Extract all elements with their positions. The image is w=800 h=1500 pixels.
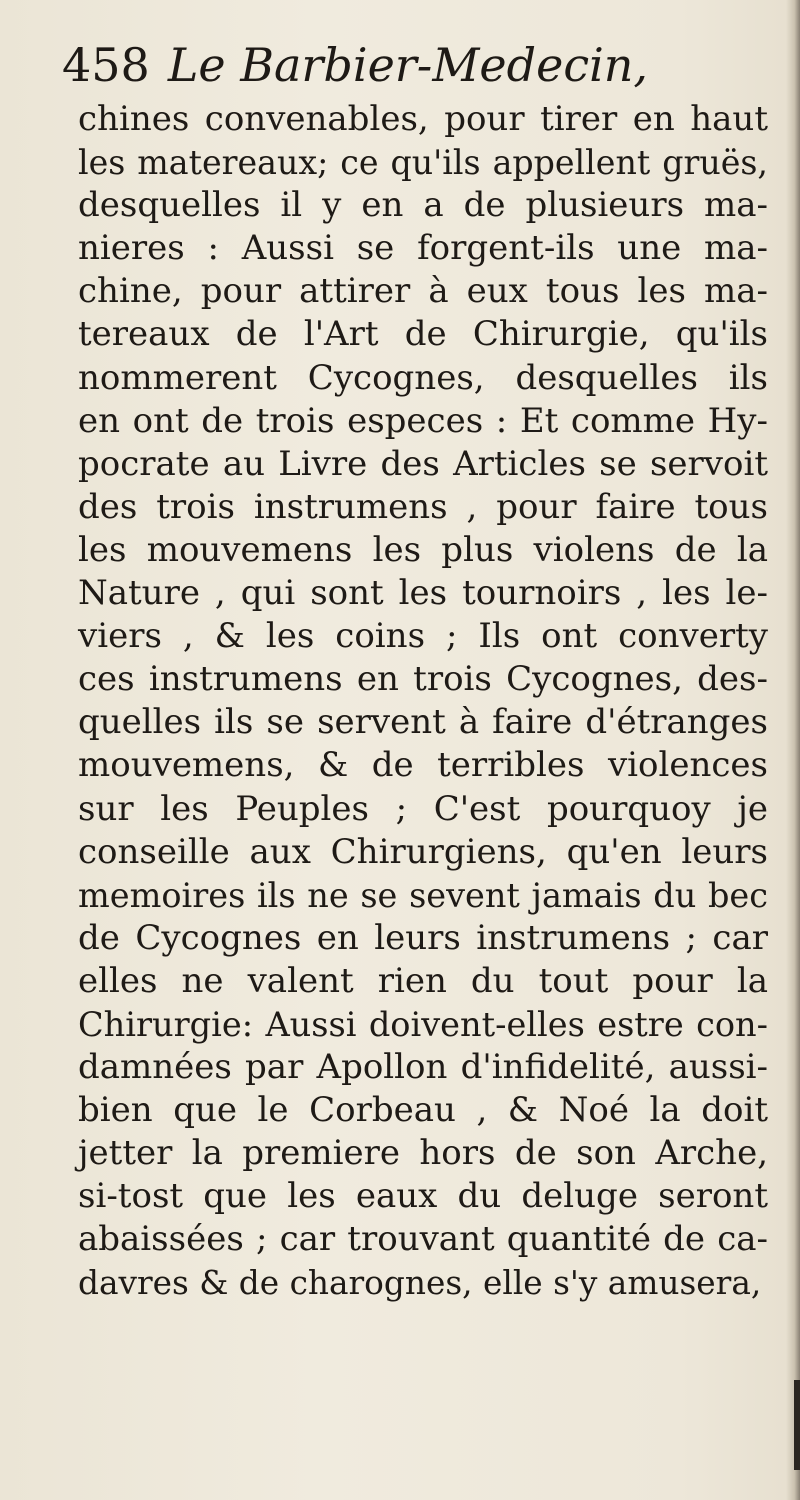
text-line: memoires ils ne se sevent jamais du bec bbox=[78, 875, 768, 915]
text-line: desquelles il y en a de plusieurs ma- bbox=[78, 185, 768, 226]
text-line: sur les Peuples ; C'est pourquoy je bbox=[78, 788, 768, 829]
running-header bbox=[62, 38, 648, 92]
text-line: damnées par Apollon d'infidelité, aussi- bbox=[78, 1047, 768, 1088]
text-line: bien que le Corbeau , & Noé la doit bbox=[78, 1090, 768, 1131]
text-line: les matereaux; ce qu'ils appellent gruës, bbox=[78, 143, 768, 183]
text-line: ces instrumens en trois Cycognes, des- bbox=[78, 659, 768, 700]
text-line: si-tost que les eaux du deluge seront bbox=[78, 1176, 768, 1217]
text-line: des trois instrumens , pour faire tous bbox=[78, 486, 768, 527]
text-line: chine, pour attirer à eux tous les ma- bbox=[78, 271, 768, 312]
page-number: 458 bbox=[62, 38, 150, 92]
text-line: en ont de trois especes : Et comme Hy- bbox=[78, 400, 768, 441]
text-line: pocrate au Livre des Articles se servoit bbox=[78, 443, 768, 484]
text-line: nommerent Cycognes, desquelles ils bbox=[78, 357, 768, 398]
text-line: davres & de charognes, elle s'y amusera, bbox=[78, 1263, 762, 1302]
text-line: elles ne valent rien du tout pour la bbox=[78, 960, 768, 1001]
binding-edge-mark bbox=[794, 1380, 800, 1470]
text-line: abaissées ; car trouvant quantité de ca- bbox=[78, 1219, 768, 1260]
text-line: Nature , qui sont les tournoirs , les le- bbox=[78, 573, 768, 614]
text-line: jetter la premiere hors de son Arche, bbox=[78, 1133, 768, 1174]
text-line: Chirurgie: Aussi doivent-elles estre con- bbox=[78, 1004, 768, 1044]
text-line: chines convenables, pour tirer en haut bbox=[78, 99, 768, 139]
text-line: les mouvemens les plus violens de la bbox=[78, 529, 768, 570]
text-line: de Cycognes en leurs instrumens ; car bbox=[78, 917, 768, 958]
text-line: viers , & les coins ; Ils ont converty bbox=[78, 616, 768, 657]
body-text bbox=[78, 98, 768, 1305]
text-line: quelles ils se servent à faire d'étranges bbox=[78, 702, 768, 743]
page-gutter-shadow bbox=[786, 0, 800, 1500]
text-line: nieres : Aussi se forgent-ils une ma- bbox=[78, 228, 768, 269]
text-line: conseille aux Chirurgiens, qu'en leurs bbox=[78, 831, 768, 872]
text-line: mouvemens, & de terribles violences bbox=[78, 745, 768, 786]
running-title: Le Barbier-Medecin, bbox=[167, 38, 649, 92]
text-line: tereaux de l'Art de Chirurgie, qu'ils bbox=[78, 314, 768, 355]
